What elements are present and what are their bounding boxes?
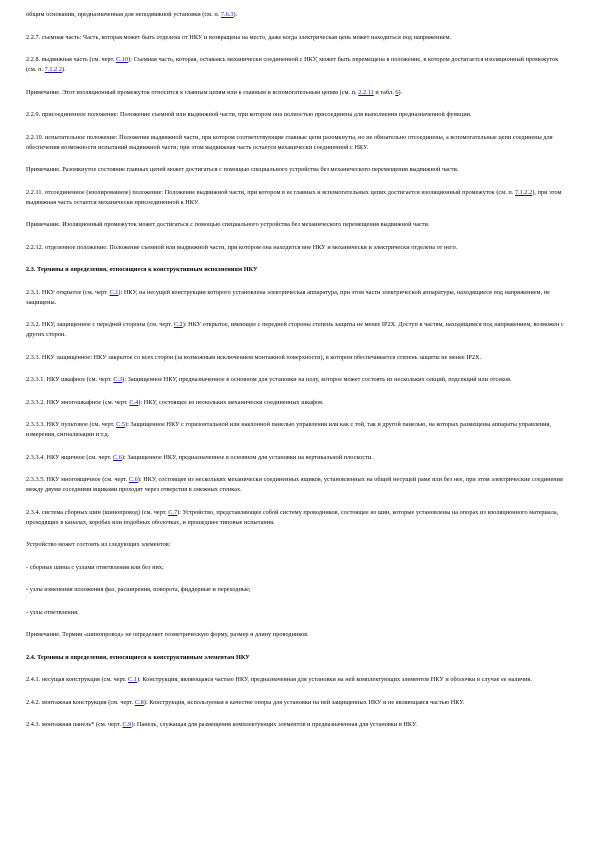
paragraph-text: 2.4.1. несущая конструкция (см. черт.: [26, 676, 129, 683]
paragraph: [26, 110, 569, 120]
paragraph-text: 2.3.1. НКУ открытое (см. черт.: [26, 288, 110, 296]
paragraph-text: 2.3.3.4. НКУ ящичное (см. черт.: [26, 453, 113, 461]
paragraph-text: ): НКУ открытое, имеющее с передней стороны степень защиты не менее IP2X. Доступ к частям, находящимся под напряжением, возможен с других сторон.: [26, 321, 564, 338]
paragraph-text: - сборные шины с узлами ответвления или без них;: [26, 563, 164, 571]
paragraph: [26, 630, 569, 640]
reference-link[interactable]: 2.2.11: [358, 88, 374, 96]
paragraph-text: ).: [233, 11, 238, 18]
paragraph: [26, 563, 569, 573]
reference-link[interactable]: С.3: [113, 376, 123, 383]
paragraph-text: ): Панель, служащая для размещения комплектующих элементов и предназначенная для установки в НКУ.: [131, 721, 417, 728]
paragraph: [26, 55, 569, 75]
paragraph: [26, 88, 569, 98]
paragraph-text: 2.3. Термины и определения, относящиеся к конструктивным исполнениям НКУ: [26, 266, 258, 273]
paragraph: [26, 540, 569, 550]
paragraph: [26, 165, 569, 175]
paragraph: [26, 398, 569, 408]
paragraph: [26, 508, 569, 528]
paragraph-text: 2.3.2. НКУ, защищенное с передней стороны (см. черт.: [26, 321, 174, 328]
paragraph-text: ): НКУ, состоящее из нескольких механически соединенных ящиков, установленных на общей несущей раме или без нее, при этом электрические соединения между двумя соседними ящиками проходят через отверстия в смежных стенках.: [26, 476, 563, 493]
paragraph: [26, 720, 569, 730]
reference-link[interactable]: С.6: [128, 476, 138, 483]
paragraph: [26, 243, 569, 253]
paragraph-text: 2.2.9. присоединенное положение: Положение съемной или выдвижной части, при котором она полностью присоединена для выполнения предназначенной функции.: [26, 111, 472, 118]
paragraph-text: 2.4.2. монтажная конструкция (см. черт.: [26, 698, 135, 706]
paragraph-text: Примечание. Разомкнутое состояние главных цепей может достигаться с помощью специального устройства без механического перемещения выдвижной части.: [26, 166, 459, 173]
paragraph-text: ): Устройство, представляющее собой систему проводников, состоящее из шин, которые установлены на опорах из изоляционного материала, проходящих в каналах, коробах или подобных оболочках, и прошедшее типовые испытания.: [26, 508, 559, 526]
paragraph: [26, 453, 569, 463]
paragraph-text: Примечание. Этот изоляционный промежуток относится к главным цепям или к главным и вспомогательным цепям (см. п.: [26, 88, 359, 96]
reference-link[interactable]: С.6: [112, 453, 122, 461]
paragraph-text: ).: [62, 66, 66, 73]
reference-link[interactable]: 7.1.2.2: [514, 188, 533, 196]
paragraph-text: 2.3.3.5. НКУ многоящичное (см. черт.: [26, 476, 129, 483]
reference-link[interactable]: 7.1.2.2: [44, 66, 62, 73]
paragraph-text: 2.2.12. отделенное положение: Положение съемной или выдвижной части, при котором она находится вне НКУ и механически и электрически отделена от него.: [26, 243, 458, 251]
section-heading: [26, 265, 569, 275]
reference-link[interactable]: 6: [395, 88, 399, 96]
paragraph-text: 2.2.11. отсоединенное (изолированное) положение: Положение выдвижной части, при котором в ее главных и вспомогательных цепях достигается изоляционный промежуток (см. п.: [26, 188, 515, 196]
paragraph-text: ): Защищенное НКУ, предназначенное в основном для установки на полу, которое может состоять из нескольких секций, подсекций или отсеков.: [122, 376, 512, 383]
reference-link[interactable]: С.10: [116, 56, 129, 63]
paragraph: [26, 585, 569, 595]
reference-link[interactable]: С.7: [168, 508, 178, 516]
reference-link[interactable]: С.1: [128, 676, 137, 683]
paragraph: [26, 420, 569, 440]
paragraph-text: - узлы изменения положения фаз, расширения, поворота, фиддерные и переходные;: [26, 586, 251, 593]
paragraph-text: 2.3.3.3. НКУ пультовое (см. черт.: [26, 421, 117, 428]
paragraph: [26, 288, 569, 308]
reference-link[interactable]: С.9: [122, 721, 132, 728]
paragraph-text: ): Конструкция, используемая в качестве опоры для установки на ней защищенных НКУ и не являющаяся частью НКУ.: [143, 698, 465, 706]
paragraph-text: 2.3.3.1. НКУ шкафное (см. черт.: [26, 376, 114, 383]
paragraph-text: Устройство может состоять из следующих элементов:: [26, 541, 171, 548]
paragraph-text: Примечание. Термин «шинопровод» не определяет геометрическую форму, размер и длину проводников.: [26, 631, 309, 638]
paragraph-text: 2.2.10. испытательное положение: Положение выдвижной части, при котором соответствующие главные цепи разомкнуты, но не обязательно отсоединены, а вспомогательные цепи соединены для обеспечения возможности испытаний выдвижной части; при этом выдвижная часть остается механически соединенной с НКУ.: [26, 133, 553, 151]
paragraph: [26, 698, 569, 708]
paragraph: [26, 608, 569, 618]
paragraph-text: 2.2.8. выдвижная часть (см. черт.: [26, 56, 117, 63]
paragraph-text: 2.3.3.2. НКУ многошкафное (см. черт.: [26, 398, 130, 406]
paragraph-text: ): Защищенное НКУ с горизонтальной или наклонной панелью управления или как с той, так и другой панелью, на которых размещены аппараты управления, измерения, сигнализации и т.д.: [26, 421, 552, 438]
paragraph: [26, 353, 569, 363]
paragraph: [26, 675, 569, 685]
reference-link[interactable]: С.2: [173, 321, 183, 328]
paragraph: [26, 133, 569, 153]
paragraph-text: 2.4.3. монтажная панель* (см. черт.: [26, 721, 123, 728]
reference-link[interactable]: С.8: [134, 698, 144, 706]
paragraph: [26, 220, 569, 230]
paragraph-text: - узлы ответвления.: [26, 608, 79, 616]
paragraph: [26, 10, 569, 20]
paragraph-text: ).: [398, 88, 403, 96]
paragraph-text: ): НКУ, состоящее из нескольких механически соединенных шкафов.: [138, 398, 324, 406]
paragraph: [26, 375, 569, 385]
reference-link[interactable]: 7.6.3: [220, 11, 234, 18]
paragraph-text: 2.4. Термины и определения, относящиеся к конструктивным элементам НКУ: [26, 653, 250, 661]
paragraph-text: и табл.: [373, 88, 396, 96]
paragraph-text: 2.2.7. съемная часть: Часть, которая может быть отделена от НКУ и возвращена на место, даже когда электрическая цепь может находиться под напряжением.: [26, 33, 452, 41]
paragraph: [26, 320, 569, 340]
paragraph-text: общим основании, предназначенная для неподвижной установки (см. п.: [26, 11, 221, 18]
paragraph: [26, 33, 569, 43]
reference-link[interactable]: С.4: [129, 398, 139, 406]
paragraph-text: ), при этом выдвижная часть остается механически присоединенной к НКУ.: [26, 188, 562, 206]
paragraph-text: ): Конструкция, являющаяся частью НКУ, предназначенная для установки на ней комплектующих элементов НКУ и оболочки в случае ее наличия.: [136, 676, 532, 683]
paragraph-text: 2.3.4. система сборных шин (шинопровод) (см. черт.: [26, 508, 169, 516]
paragraph-text: 2.3.3. НКУ защищенное: НКУ закрытое со всех сторон (за возможным исключением монтажной поверхности), в котором обеспечивается степень защиты не менее IP2X.: [26, 353, 482, 361]
paragraph-text: ): Защищенное НКУ, предназначенное в основном для установки на вертикальной плоскости.: [121, 453, 373, 461]
reference-link[interactable]: С.1: [109, 288, 119, 296]
paragraph-text: ): НКУ, на несущей конструкции которого установлена электрическая аппаратура, при этом части электрической аппаратуры, находящиеся под напряжением, не защищены.: [26, 288, 550, 306]
paragraph: [26, 188, 569, 208]
paragraph: [26, 475, 569, 495]
reference-link[interactable]: С.5: [116, 421, 126, 428]
section-heading: [26, 653, 569, 663]
paragraph-text: Примечание. Изоляционный промежуток может достигаться с помощью специального устройства без механического перемещения выдвижной части.: [26, 221, 430, 228]
paragraph-text: ): Съемная часть, которая, оставаясь механически соединенной с НКУ, может быть перемещена в положение, в котором достигается изоляционный промежуток (см. п.: [26, 56, 559, 73]
